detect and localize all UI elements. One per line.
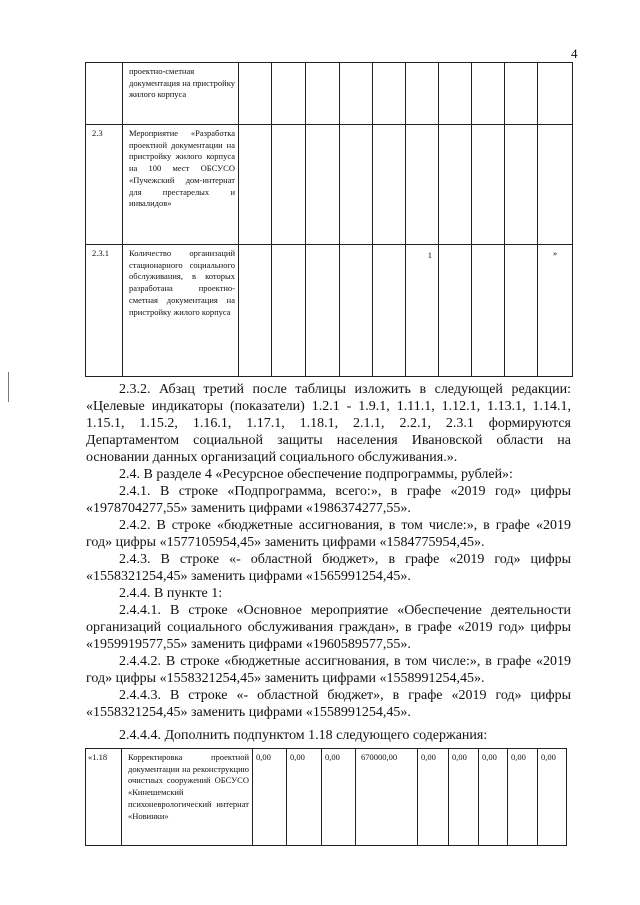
paragraph-2-4: 2.4. В разделе 4 «Ресурсное обеспечение подпрограммы, рублей»: (119, 467, 513, 482)
row-description: проектно-сметная документация на пристройку жилого корпуса (123, 63, 239, 125)
row-description: Количество организаций стационарного социального обслуживания, в которых разработана проектно-сметная документация на пристройку жилого корпуса (123, 245, 239, 377)
value-cell: 0,00 (287, 749, 322, 846)
value-cell: 0,00 (418, 749, 449, 846)
value-cell: 0,00 (253, 749, 287, 846)
paragraph-2-4-2: 2.4.2. В строке «бюджетные ассигнования, в том числе:», в графе «2019 год» цифры «1577105954,45» заменить цифрами «1584775954,45». (86, 518, 571, 550)
row-number: 2.3 (86, 125, 123, 245)
value-cell: 0,00 (322, 749, 356, 846)
margin-mark (8, 372, 9, 402)
paragraph-2-4-1: 2.4.1. В строке «Подпрограмма, всего:», в графе «2019 год» цифры «1978704277,55» заменить цифрами «1986374277,55». (86, 484, 571, 516)
table-row (86, 63, 573, 125)
table-row (86, 749, 567, 846)
value-cell: 0,00 (479, 749, 508, 846)
amendment-text (86, 381, 571, 721)
paragraph-2-4-4: 2.4.4. В пункте 1: (119, 586, 223, 601)
indicators-table (85, 62, 573, 377)
row-description: Корректировка проектной документации на реконструкцию очистных сооружений ОБСУСО «Кинешемский психоневрологический интернат «Новинки» (122, 749, 253, 846)
row-number: 2.3.1 (86, 245, 123, 377)
paragraph-2-3-2: 2.3.2. Абзац третий после таблицы изложить в следующей редакции: «Целевые индикаторы (показатели) 1.2.1 - 1.9.1, 1.11.1, 1.12.1, 1.13.1, 1.14.1, 1.15.1, 1.15.2, 1.16.1, 1.17.1, 1.18.1, 2.1.1, 2.2.1, 2.3.1 формируются Департаментом социальной защиты населения Ивановской области на основании данных организаций социального обслуживания.». (86, 382, 571, 465)
row-description: Мероприятие «Разработка проектной документации на пристройку жилого корпуса на 100 мест ОБСУСО «Пучежский дом-интернат для престарелых и инвалидов» (123, 125, 239, 245)
page-number: 4 (571, 46, 578, 61)
value-cell: 0,00 (508, 749, 538, 846)
paragraph-2-4-4-2: 2.4.4.2. В строке «бюджетные ассигнования, в том числе:», в графе «2019 год» цифры «1558321254,45» заменить цифрами «1558991254,45». (86, 654, 571, 686)
table-row (86, 245, 573, 377)
closing-quote: » (538, 245, 573, 377)
value-cell: 0,00 (449, 749, 479, 846)
value-cell: 0,00 (538, 749, 567, 846)
paragraph-2-4-4-4: 2.4.4.4. Дополнить подпунктом 1.18 следующего содержания: (119, 728, 488, 743)
paragraph-2-4-4-3: 2.4.4.3. В строке «- областной бюджет», в графе «2019 год» цифры «1558321254,45» заменить цифрами «1558991254,45». (86, 688, 571, 720)
value-cell: 670000,00 (356, 749, 418, 846)
paragraph-2-4-4-1: 2.4.4.1. В строке «Основное мероприятие «Обеспечение деятельности организаций социального обслуживания граждан», в графе «2019 год» цифры «1959919577,55» заменить цифрами «1960589577,55». (86, 603, 571, 652)
row-number (86, 63, 123, 125)
indicator-value: 1 (406, 245, 439, 377)
row-number: «1.18 (86, 749, 122, 846)
resource-table (85, 748, 567, 846)
table-row (86, 125, 573, 245)
paragraph-2-4-3: 2.4.3. В строке «- областной бюджет», в графе «2019 год» цифры «1558321254,45» заменить цифрами «1565991254,45». (86, 552, 571, 584)
